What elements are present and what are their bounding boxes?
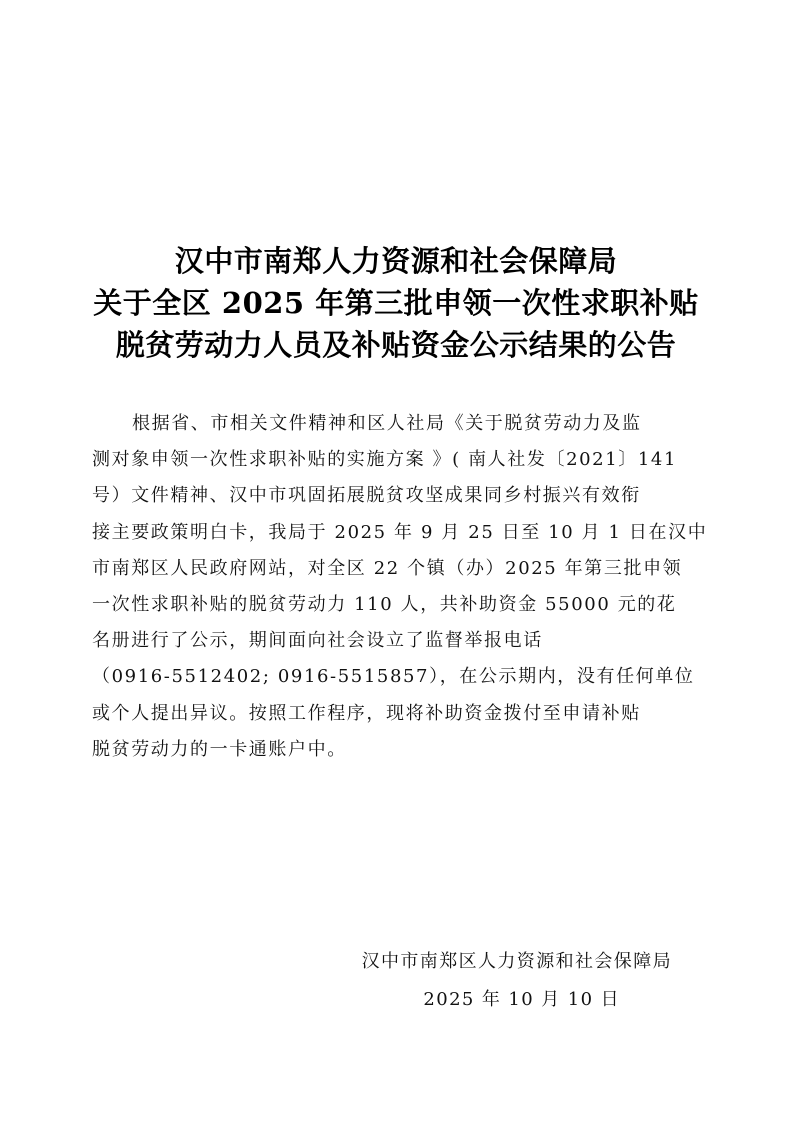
body-line: （0916-5512402; 0916-5515857），在公示期内，没有任何单位 <box>92 666 695 688</box>
signature-block <box>300 943 672 1019</box>
body-line: 号）文件精神、汉中市巩固拓展脱贫攻坚成果同乡村振兴有效衔 <box>92 485 641 507</box>
body-line: 测对象申领一次性求职补贴的实施方案 》( 南人社发〔2021〕141 <box>92 449 678 471</box>
signature-organization: 汉中市南郑区人力资源和社会保障局 <box>361 951 672 972</box>
title-line-2: 关于全区 2025 年第三批申领一次性求职补贴 <box>93 286 699 320</box>
body-line: 市南郑区人民政府网站，对全区 22 个镇（办）2025 年第三批申领 <box>92 557 683 579</box>
body-line: 脱贫劳动力的一卡通账户中。 <box>92 738 347 760</box>
body-line: 接主要政策明白卡，我局于 2025 年 9 月 25 日至 10 月 1 日在汉中 <box>92 521 708 543</box>
title-line-3: 脱贫劳动力人员及补贴资金公示结果的公告 <box>115 328 677 362</box>
body-line: 或个人提出异议。按照工作程序，现将补助资金拨付至申请补贴 <box>92 702 641 724</box>
body-line: 一次性求职补贴的脱贫劳动力 110 人，共补助资金 55000 元的花 <box>92 594 677 616</box>
body-paragraph <box>92 406 708 768</box>
signature-date: 2025 年 10 月 10 日 <box>423 989 620 1010</box>
body-line: 根据省、市相关文件精神和区人社局《关于脱贫劳动力及监 <box>132 413 642 434</box>
body-line: 名册进行了公示，期间面向社会设立了监督举报电话 <box>92 630 543 652</box>
document-title <box>0 240 792 366</box>
title-line-1: 汉中市南郑人力资源和社会保障局 <box>174 244 618 278</box>
